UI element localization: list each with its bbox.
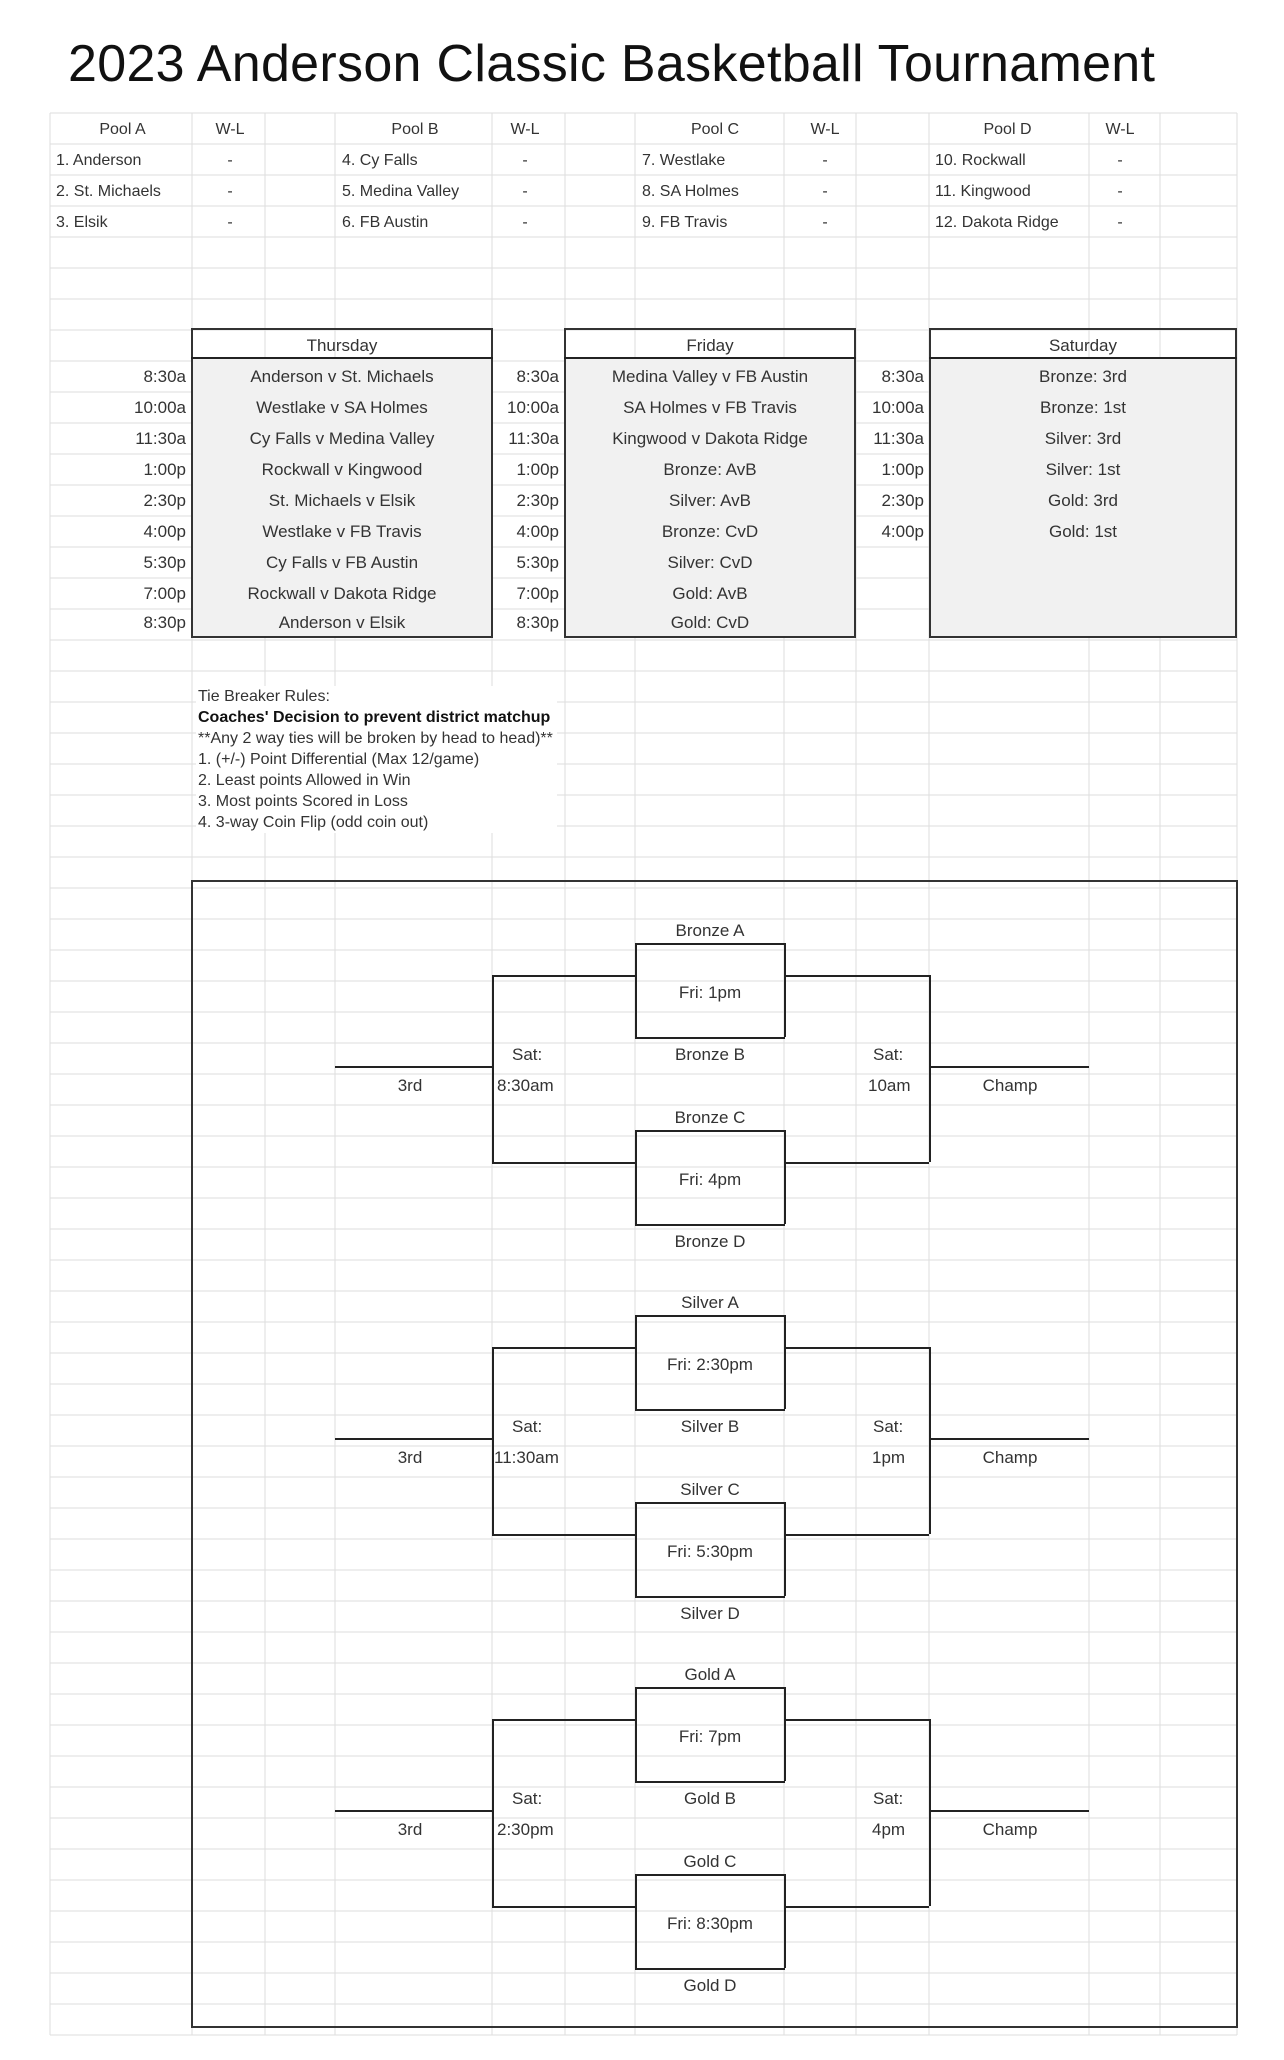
saturday-time: 4:00p bbox=[881, 522, 924, 541]
thursday-game: Cy Falls v FB Austin bbox=[265, 553, 419, 572]
pool-d-team: 12. Dakota Ridge bbox=[935, 214, 1059, 231]
bracket-line-right-top bbox=[784, 1347, 929, 1349]
bracket-sat-right-time: 1pm bbox=[872, 1448, 906, 1467]
saturday-game: Gold: 1st bbox=[1048, 522, 1118, 541]
thursday-game: Westlake v FB Travis bbox=[262, 522, 422, 541]
bracket-line-right-vert bbox=[929, 1719, 931, 1906]
saturday-time: 11:30a bbox=[873, 429, 924, 448]
bracket-line-left-vert bbox=[492, 1347, 494, 1534]
friday-time: 10:00a bbox=[507, 398, 559, 417]
bracket-team-b: Gold B bbox=[684, 1789, 736, 1808]
thursday-header: Thursday bbox=[306, 336, 378, 355]
saturday-time: 1:00p bbox=[881, 460, 924, 479]
bracket-line-bot-c bbox=[635, 1130, 785, 1132]
thursday-header-divider bbox=[191, 357, 493, 359]
friday-time: 4:00p bbox=[516, 522, 559, 541]
bracket-line-bot-c bbox=[635, 1502, 785, 1504]
friday-header: Friday bbox=[686, 336, 734, 355]
friday-time: 11:30a bbox=[508, 429, 559, 448]
pool-c-wl: - bbox=[822, 152, 828, 169]
pool-d-team: 11. Kingwood bbox=[935, 183, 1031, 200]
saturday-game: Bronze: 3rd bbox=[1039, 367, 1127, 386]
pool-d-wl: - bbox=[1117, 214, 1123, 231]
pool-c-wl-header: W-L bbox=[810, 121, 840, 138]
bracket-team-c: Silver C bbox=[680, 1480, 740, 1499]
bracket-sat-right-day: Sat: bbox=[873, 1789, 904, 1808]
bracket-line-right-bot bbox=[784, 1906, 929, 1908]
pool-b-wl: - bbox=[522, 183, 528, 200]
tiebreaker-rules bbox=[196, 686, 557, 833]
thursday-time: 2:30p bbox=[143, 491, 186, 510]
friday-game: Gold: AvB bbox=[672, 584, 748, 603]
thursday-time: 4:00p bbox=[143, 522, 186, 541]
bracket-line-left-top bbox=[492, 1719, 635, 1721]
bracket-line-top-b bbox=[635, 1781, 785, 1783]
bracket-sat-left-time: 8:30am bbox=[497, 1076, 554, 1095]
bracket-line-right-top bbox=[784, 975, 929, 977]
bracket-line-top-b bbox=[635, 1409, 785, 1411]
bracket-fri-bot: Fri: 4pm bbox=[678, 1170, 742, 1189]
friday-game: Medina Valley v FB Austin bbox=[611, 367, 809, 386]
bracket-fri-bot: Fri: 8:30pm bbox=[667, 1914, 753, 1933]
pool-c-wl: - bbox=[822, 214, 828, 231]
bracket-team-b: Bronze B bbox=[675, 1045, 745, 1064]
bracket-line-bot-d bbox=[635, 1224, 785, 1226]
friday-time: 1:00p bbox=[516, 460, 559, 479]
bracket-team-a: Gold A bbox=[684, 1665, 736, 1684]
thursday-time: 10:00a bbox=[134, 398, 186, 417]
friday-time: 2:30p bbox=[516, 491, 559, 510]
bracket-sat-left-time: 2:30pm bbox=[497, 1820, 554, 1839]
bracket-fri-top: Fri: 1pm bbox=[678, 983, 742, 1002]
bracket-third-line bbox=[335, 1066, 492, 1068]
saturday-time: 8:30a bbox=[881, 367, 924, 386]
thursday-time: 7:00p bbox=[143, 584, 186, 603]
saturday-header-divider bbox=[929, 357, 1237, 359]
bracket-team-b: Silver B bbox=[680, 1417, 740, 1436]
pool-b-wl: - bbox=[522, 152, 528, 169]
bracket-sat-right-day: Sat: bbox=[873, 1417, 904, 1436]
pool-a-wl-header: W-L bbox=[215, 121, 245, 138]
bracket-line-bot-c bbox=[635, 1874, 785, 1876]
friday-time: 8:30p bbox=[516, 613, 559, 632]
bracket-team-d: Bronze D bbox=[674, 1232, 746, 1251]
thursday-time: 5:30p bbox=[143, 553, 186, 572]
bracket-third-label: 3rd bbox=[397, 1076, 423, 1095]
friday-time: 8:30a bbox=[516, 367, 559, 386]
tiebreaker-rule: 4. 3-way Coin Flip (odd coin out) bbox=[198, 814, 429, 831]
bracket-sat-left-day: Sat: bbox=[512, 1045, 543, 1064]
bracket-team-c: Gold C bbox=[683, 1852, 737, 1871]
pool-a-team: 3. Elsik bbox=[56, 214, 108, 231]
friday-header-divider bbox=[564, 357, 856, 359]
bracket-third-line bbox=[335, 1810, 492, 1812]
bracket-line-top-a bbox=[635, 943, 785, 945]
thursday-game: St. Michaels v Elsik bbox=[268, 491, 416, 510]
bracket-sat-left-time: 11:30am bbox=[494, 1448, 559, 1467]
bracket-line-top-a bbox=[635, 1315, 785, 1317]
pool-a-team: 1. Anderson bbox=[56, 152, 142, 169]
bracket-third-line bbox=[335, 1438, 492, 1440]
bracket-line-right-bot bbox=[784, 1534, 929, 1536]
pool-b-team: 6. FB Austin bbox=[342, 214, 429, 231]
bracket-line-left-bot bbox=[492, 1906, 635, 1908]
bracket-champ-line bbox=[929, 1810, 1089, 1812]
pool-b-team: 5. Medina Valley bbox=[342, 183, 460, 200]
saturday-game: Bronze: 1st bbox=[1040, 398, 1126, 417]
pool-c-team: 8. SA Holmes bbox=[642, 183, 739, 200]
thursday-game: Rockwall v Kingwood bbox=[261, 460, 423, 479]
saturday-time: 2:30p bbox=[881, 491, 924, 510]
bracket-line-left-bot bbox=[492, 1534, 635, 1536]
pool-a-wl: - bbox=[227, 214, 233, 231]
bracket-line-left-vert bbox=[492, 1719, 494, 1906]
pool-b-wl: - bbox=[522, 214, 528, 231]
bracket-line-left-vert bbox=[492, 975, 494, 1162]
thursday-game: Westlake v SA Holmes bbox=[256, 398, 428, 417]
bracket-third-label: 3rd bbox=[397, 1448, 423, 1467]
bracket-line-left-top bbox=[492, 975, 635, 977]
pool-c-wl: - bbox=[822, 183, 828, 200]
pool-d-team: 10. Rockwall bbox=[935, 152, 1026, 169]
friday-game: Silver: CvD bbox=[667, 553, 753, 572]
tiebreaker-rule: 1. (+/-) Point Differential (Max 12/game) bbox=[198, 751, 480, 768]
bracket-sat-left-day: Sat: bbox=[512, 1789, 543, 1808]
thursday-game: Rockwall v Dakota Ridge bbox=[247, 584, 437, 603]
bracket-line-right-bot bbox=[784, 1162, 929, 1164]
thursday-game: Anderson v St. Michaels bbox=[250, 367, 434, 386]
tiebreaker-note: **Any 2 way ties will be broken by head to head)** bbox=[198, 730, 553, 747]
bracket-line-top-a bbox=[635, 1687, 785, 1689]
pool-b-header: Pool B bbox=[391, 121, 439, 138]
bracket-third-label: 3rd bbox=[397, 1820, 423, 1839]
tiebreaker-rule: 3. Most points Scored in Loss bbox=[198, 793, 408, 810]
pool-a-team: 2. St. Michaels bbox=[56, 183, 161, 200]
bracket-team-d: Gold D bbox=[683, 1976, 737, 1995]
friday-game: Silver: AvB bbox=[669, 491, 751, 510]
thursday-time: 11:30a bbox=[135, 429, 186, 448]
friday-time: 5:30p bbox=[516, 553, 559, 572]
pool-d-header: Pool D bbox=[983, 121, 1032, 138]
bracket-team-a: Bronze A bbox=[675, 921, 745, 940]
bracket-sat-right-time: 4pm bbox=[872, 1820, 906, 1839]
friday-game: Gold: CvD bbox=[670, 613, 750, 632]
page-title: 2023 Anderson Classic Basketball Tournament bbox=[68, 35, 1156, 93]
friday-game: Bronze: CvD bbox=[661, 522, 759, 541]
bracket-team-a: Silver A bbox=[681, 1293, 739, 1312]
friday-time: 7:00p bbox=[516, 584, 559, 603]
bracket-line-bot-d bbox=[635, 1968, 785, 1970]
pool-d-wl-header: W-L bbox=[1105, 121, 1135, 138]
bracket-sat-right-time: 10am bbox=[868, 1076, 911, 1095]
friday-game: SA Holmes v FB Travis bbox=[623, 398, 797, 417]
friday-game: Kingwood v Dakota Ridge bbox=[612, 429, 808, 448]
bracket-fri-top: Fri: 2:30pm bbox=[667, 1355, 753, 1374]
thursday-game: Cy Falls v Medina Valley bbox=[249, 429, 435, 448]
tiebreaker-bold-line: Coaches' Decision to prevent district matchup bbox=[198, 709, 551, 726]
pool-c-team: 9. FB Travis bbox=[642, 214, 728, 231]
saturday-header: Saturday bbox=[1048, 336, 1118, 355]
bracket-line-top-b bbox=[635, 1037, 785, 1039]
bracket-team-d: Silver D bbox=[680, 1604, 740, 1623]
bracket-sat-left-day: Sat: bbox=[512, 1417, 543, 1436]
saturday-time: 10:00a bbox=[872, 398, 924, 417]
friday-game: Bronze: AvB bbox=[663, 460, 757, 479]
bracket-team-c: Bronze C bbox=[674, 1108, 746, 1127]
pool-d-wl: - bbox=[1117, 183, 1123, 200]
bracket-line-left-top bbox=[492, 1347, 635, 1349]
pool-c-header: Pool C bbox=[690, 121, 740, 138]
bracket-fri-top: Fri: 7pm bbox=[678, 1727, 742, 1746]
pool-a-wl: - bbox=[227, 183, 233, 200]
bracket-line-right-vert bbox=[929, 1347, 931, 1534]
bracket-line-bot-d bbox=[635, 1596, 785, 1598]
bracket-line-right-top bbox=[784, 1719, 929, 1721]
bracket-champ-label: Champ bbox=[982, 1076, 1038, 1095]
pool-a-header: Pool A bbox=[99, 121, 146, 138]
bracket-champ-label: Champ bbox=[982, 1820, 1038, 1839]
thursday-game: Anderson v Elsik bbox=[278, 613, 406, 632]
saturday-game: Gold: 3rd bbox=[1048, 491, 1118, 510]
bracket-line-right-vert bbox=[929, 975, 931, 1162]
bracket-fri-bot: Fri: 5:30pm bbox=[667, 1542, 753, 1561]
tiebreaker-rule: 2. Least points Allowed in Win bbox=[198, 772, 411, 789]
pool-c-team: 7. Westlake bbox=[642, 152, 726, 169]
tiebreaker-heading: Tie Breaker Rules: bbox=[198, 688, 330, 705]
pool-b-team: 4. Cy Falls bbox=[342, 152, 418, 169]
saturday-game: Silver: 3rd bbox=[1044, 429, 1122, 448]
bracket-champ-line bbox=[929, 1438, 1089, 1440]
bracket-line-left-bot bbox=[492, 1162, 635, 1164]
thursday-time: 1:00p bbox=[143, 460, 186, 479]
thursday-time: 8:30p bbox=[143, 613, 186, 632]
thursday-time: 8:30a bbox=[143, 367, 186, 386]
saturday-game: Silver: 1st bbox=[1045, 460, 1121, 479]
pool-a-wl: - bbox=[227, 152, 233, 169]
bracket-champ-line bbox=[929, 1066, 1089, 1068]
pool-d-wl: - bbox=[1117, 152, 1123, 169]
pool-b-wl-header: W-L bbox=[510, 121, 540, 138]
bracket-champ-label: Champ bbox=[982, 1448, 1038, 1467]
bracket-sat-right-day: Sat: bbox=[873, 1045, 904, 1064]
